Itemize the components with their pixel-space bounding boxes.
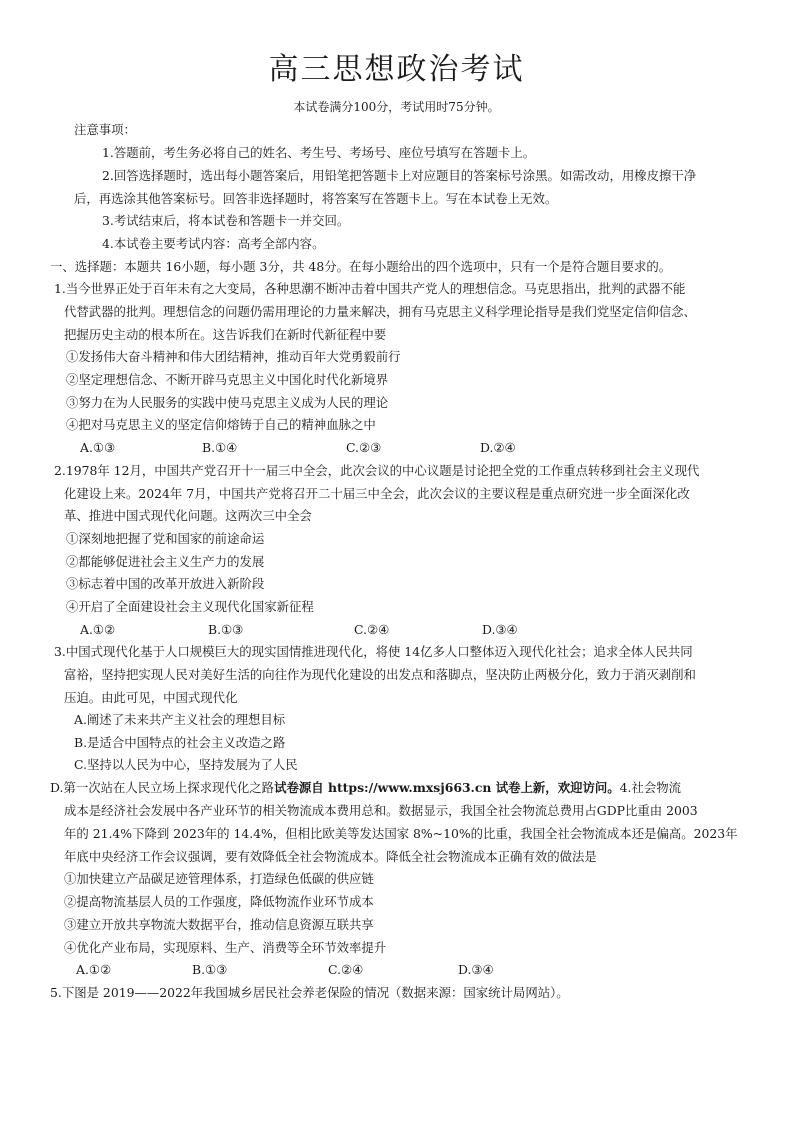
question-1-text: 把握历史主动的根本所在。这告诉我们在新时代新征程中要 — [64, 327, 387, 342]
option-c: C.②④ — [354, 622, 390, 637]
option-c: C.②④ — [328, 962, 364, 977]
option-d: D.②④ — [480, 440, 516, 455]
notice-heading: 注意事项： — [74, 122, 136, 137]
notice-item: 1.答题前，考生务必将自己的姓名、考生号、考场号、座位号填写在答题卡上。 — [102, 145, 536, 160]
question-1-item: ④把对马克思主义的坚定信仰熔铸于自己的精神血脉之中 — [66, 417, 376, 432]
question-3-option-b: B.是适合中国特点的社会主义改造之路 — [74, 735, 286, 750]
option-c: C.②③ — [346, 440, 382, 455]
question-2-text: 2.1978年 12月，中国共产党召开十一届三中全会，此次会议的中心议题是讨论把全党的工作重点转移到社会主义现代 — [54, 463, 700, 478]
option-a: A.①② — [76, 962, 112, 977]
option-b: B.①③ — [208, 622, 244, 637]
question-1-text: 代替武器的批判。理想信念的问题仍需用理论的力量来解决，拥有马克思主义科学理论指导是我们党坚定信仰信念、 — [64, 304, 696, 319]
question-3-option-c: C.坚持以人民为中心，坚持发展为了人民 — [74, 757, 298, 772]
option-b: B.①③ — [192, 962, 228, 977]
notice-item: 后，再选涂其他答案标号。回答非选择题时，将答案写在答题卡上。写在本试卷上无效。 — [74, 191, 558, 206]
option-a: A.①③ — [80, 440, 116, 455]
question-4-text: 年底中央经济工作会议强调，要有效降低全社会物流成本。降低全社会物流成本正确有效的做法是 — [64, 849, 597, 864]
question-4-lead: 4.社会物流 — [619, 780, 682, 795]
question-3-option-a: A.阐述了未来共产主义社会的理想目标 — [74, 712, 286, 727]
question-4-text: 年的 21.4%下降到 2023年的 14.4%，但相比欧美等发达国家 8%~10%的比重，我国全社会物流成本还是偏高。2023年 — [64, 826, 738, 841]
question-1-item: ③努力在为人民服务的实践中使马克思主义成为人民的理论 — [66, 395, 389, 410]
question-3-text: 3.中国式现代化基于人口规模巨大的现实国情推进现代化，将使 14亿多人口整体迈入现代化社会；追求全体人民共同 — [54, 644, 693, 659]
question-2-text: 化建设上来。2024年 7月，中国共产党将召开二十届三中全会，此次会议的主要议程是重点研究进一步全面深化改 — [64, 486, 690, 501]
page-title: 高三思想政治考试 — [268, 52, 525, 87]
question-3-option-d-row — [50, 780, 681, 796]
option-d: D.③④ — [458, 962, 494, 977]
page-subtitle: 本试卷满分100分，考试用时75分钟。 — [293, 100, 500, 114]
question-3-text: 富裕，坚持把实现人民对美好生活的向往作为现代化建设的出发点和落脚点，坚决防止两极分化，致力于消灭剥削和 — [64, 667, 696, 682]
question-2-item: ③标志着中国的改革开放进入新阶段 — [66, 576, 265, 591]
question-1-item: ①发扬伟大奋斗精神和伟大团结精神，推动百年大党勇毅前行 — [66, 349, 401, 364]
question-4-text: 成本是经济社会发展中各产业环节的相关物流成本费用总和。数据显示，我国全社会物流总费用占GDP比重由 2003 — [64, 803, 698, 818]
question-3-option-d: D.第一次站在人民立场上探求现代化之路 — [50, 780, 275, 795]
option-a: A.①② — [80, 622, 116, 637]
option-b: B.①④ — [202, 440, 238, 455]
section-heading: 一、选择题：本题共 16小题，每小题 3分，共 48分。在每小题给出的四个选项中，只有一个是符合题目要求的。 — [50, 259, 672, 274]
notice-item: 4.本试卷主要考试内容：高考全部内容。 — [102, 236, 325, 251]
option-d: D.③④ — [482, 622, 518, 637]
question-3-text: 压迫。由此可见，中国式现代化 — [64, 690, 238, 705]
notice-item: 2.回答选择题时，选出每小题答案后，用铅笔把答题卡上对应题目的答案标号涂黑。如需改动，用橡皮擦干净 — [102, 168, 697, 183]
question-4-item: ①加快建立产品碳足迹管理体系，打造绿色低碳的供应链 — [64, 871, 374, 886]
question-2-text: 革、推进中国式现代化问题。这两次三中全会 — [64, 508, 312, 523]
question-1-text: 1.当今世界正处于百年未有之大变局，各种思潮不断冲击着中国共产党人的理想信念。马克思指出，批判的武器不能 — [54, 281, 686, 296]
source-watermark: 试卷源自 https://www.mxsj663.cn 试卷上新，欢迎访问。 — [274, 780, 620, 795]
question-2-item: ②都能够促进社会主义生产力的发展 — [66, 554, 265, 569]
question-2-item: ④开启了全面建设社会主义现代化国家新征程 — [66, 599, 314, 614]
question-2-item: ①深刻地把握了党和国家的前途命运 — [66, 531, 265, 546]
notice-item: 3.考试结束后，将本试卷和答题卡一并交回。 — [102, 213, 350, 228]
question-4-item: ③建立开放共享物流大数据平台，推动信息资源互联共享 — [64, 917, 374, 932]
question-4-item: ④优化产业布局，实现原料、生产、消费等全环节效率提升 — [64, 940, 387, 955]
question-5-text: 5.下图是 2019——2022年我国城乡居民社会养老保险的情况（数据来源：国家统计局网站）。 — [50, 985, 569, 1000]
question-4-item: ②提高物流基层人员的工作强度，降低物流作业环节成本 — [64, 894, 374, 909]
question-1-item: ②坚定理想信念、不断开辟马克思主义中国化时代化新境界 — [66, 372, 389, 387]
